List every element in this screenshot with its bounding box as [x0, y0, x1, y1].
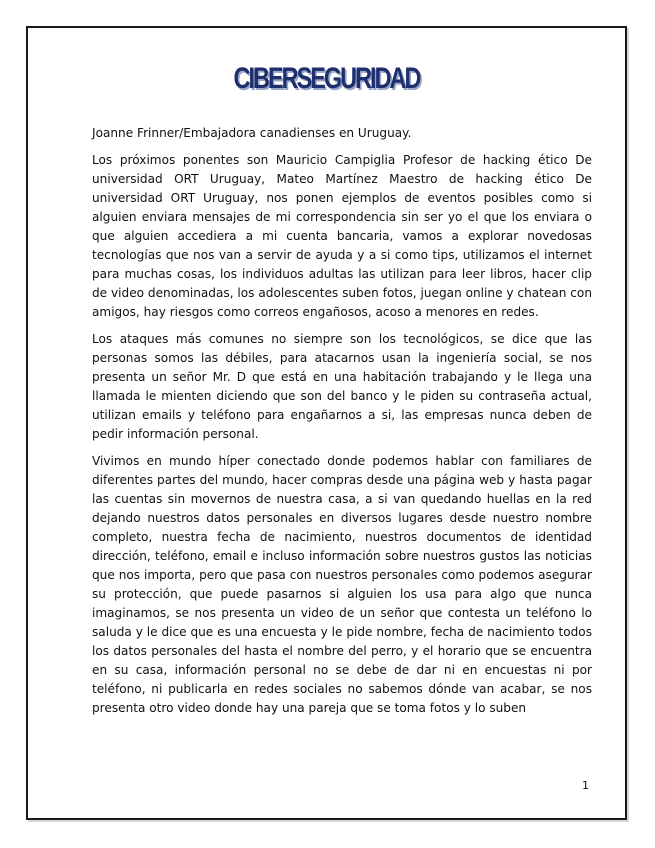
document-body [92, 124, 592, 726]
document-title: CIBERSEGURIDAD [233, 62, 420, 95]
page-number: 1 [582, 779, 589, 792]
paragraph-2: Los ataques más comunes no siempre son los tecnológicos, se dice que las personas somos las débiles, para atacarnos usan la ingeniería social, se nos presenta un señor Mr. D que está en una habitación trabajando y le llega una llamada le mienten diciendo que son del banco y le piden su contraseña actual, utilizan emails y teléfono para engañarnos a si, las empresas nunca deben de pedir información personal. [92, 332, 592, 441]
document-page [26, 26, 627, 820]
paragraph-3: Vivimos en mundo híper conectado donde podemos hablar con familiares de diferentes partes del mundo, hacer compras desde una página web y hasta pagar las cuentas sin movernos de nuestra casa, a si van quedando huellas en la red dejando nuestros datos personales en diversos lugares desde nuestro nombre completo, nuestra fecha de nacimiento, nuestros documentos de identidad dirección, teléfono, email e incluso información sobre nuestros gustos las noticias que nos importa, pero que pasa con nuestros personales como podemos asegurar su protección, que puede pasarnos si alguien los usa para algo que nunca imaginamos, se nos presenta un video de un señor que contesta un teléfono lo saluda y le dice que es una encuesta y le pide nombre, fecha de nacimiento todos los datos personales del hasta el nombre del perro, y el horario que se encuentra en su casa, información personal no se debe de dar ni en encuestas ni por teléfono, ni publicarla en redes sociales no sabemos dónde van acabar, se nos presenta otro video donde hay una pareja que se toma fotos y lo suben [92, 454, 592, 715]
paragraph-1: Los próximos ponentes son Mauricio Campiglia Profesor de hacking ético De universidad ORT Uruguay, Mateo Martínez Maestro de hacking ético De universidad ORT Uruguay, nos ponen ejemplos de eventos posibles como si alguien enviara mensajes de mi correspondencia sin ser yo el que los enviara o que alguien accediera a mi cuenta bancaria, vamos a explorar novedosas tecnologías que nos van a servir de ayuda y a si como tips, utilizamos el internet para muchas cosas, los individuos adultas las utilizan para leer libros, hacer clip de video denominadas, los adolescentes suben fotos, juegan online y chatean con amigos, hay riesgos como correos engañosos, acoso a menores en redes. [92, 153, 592, 319]
author-line: Joanne Frinner/Embajadora canadienses en Uruguay. [92, 126, 412, 140]
